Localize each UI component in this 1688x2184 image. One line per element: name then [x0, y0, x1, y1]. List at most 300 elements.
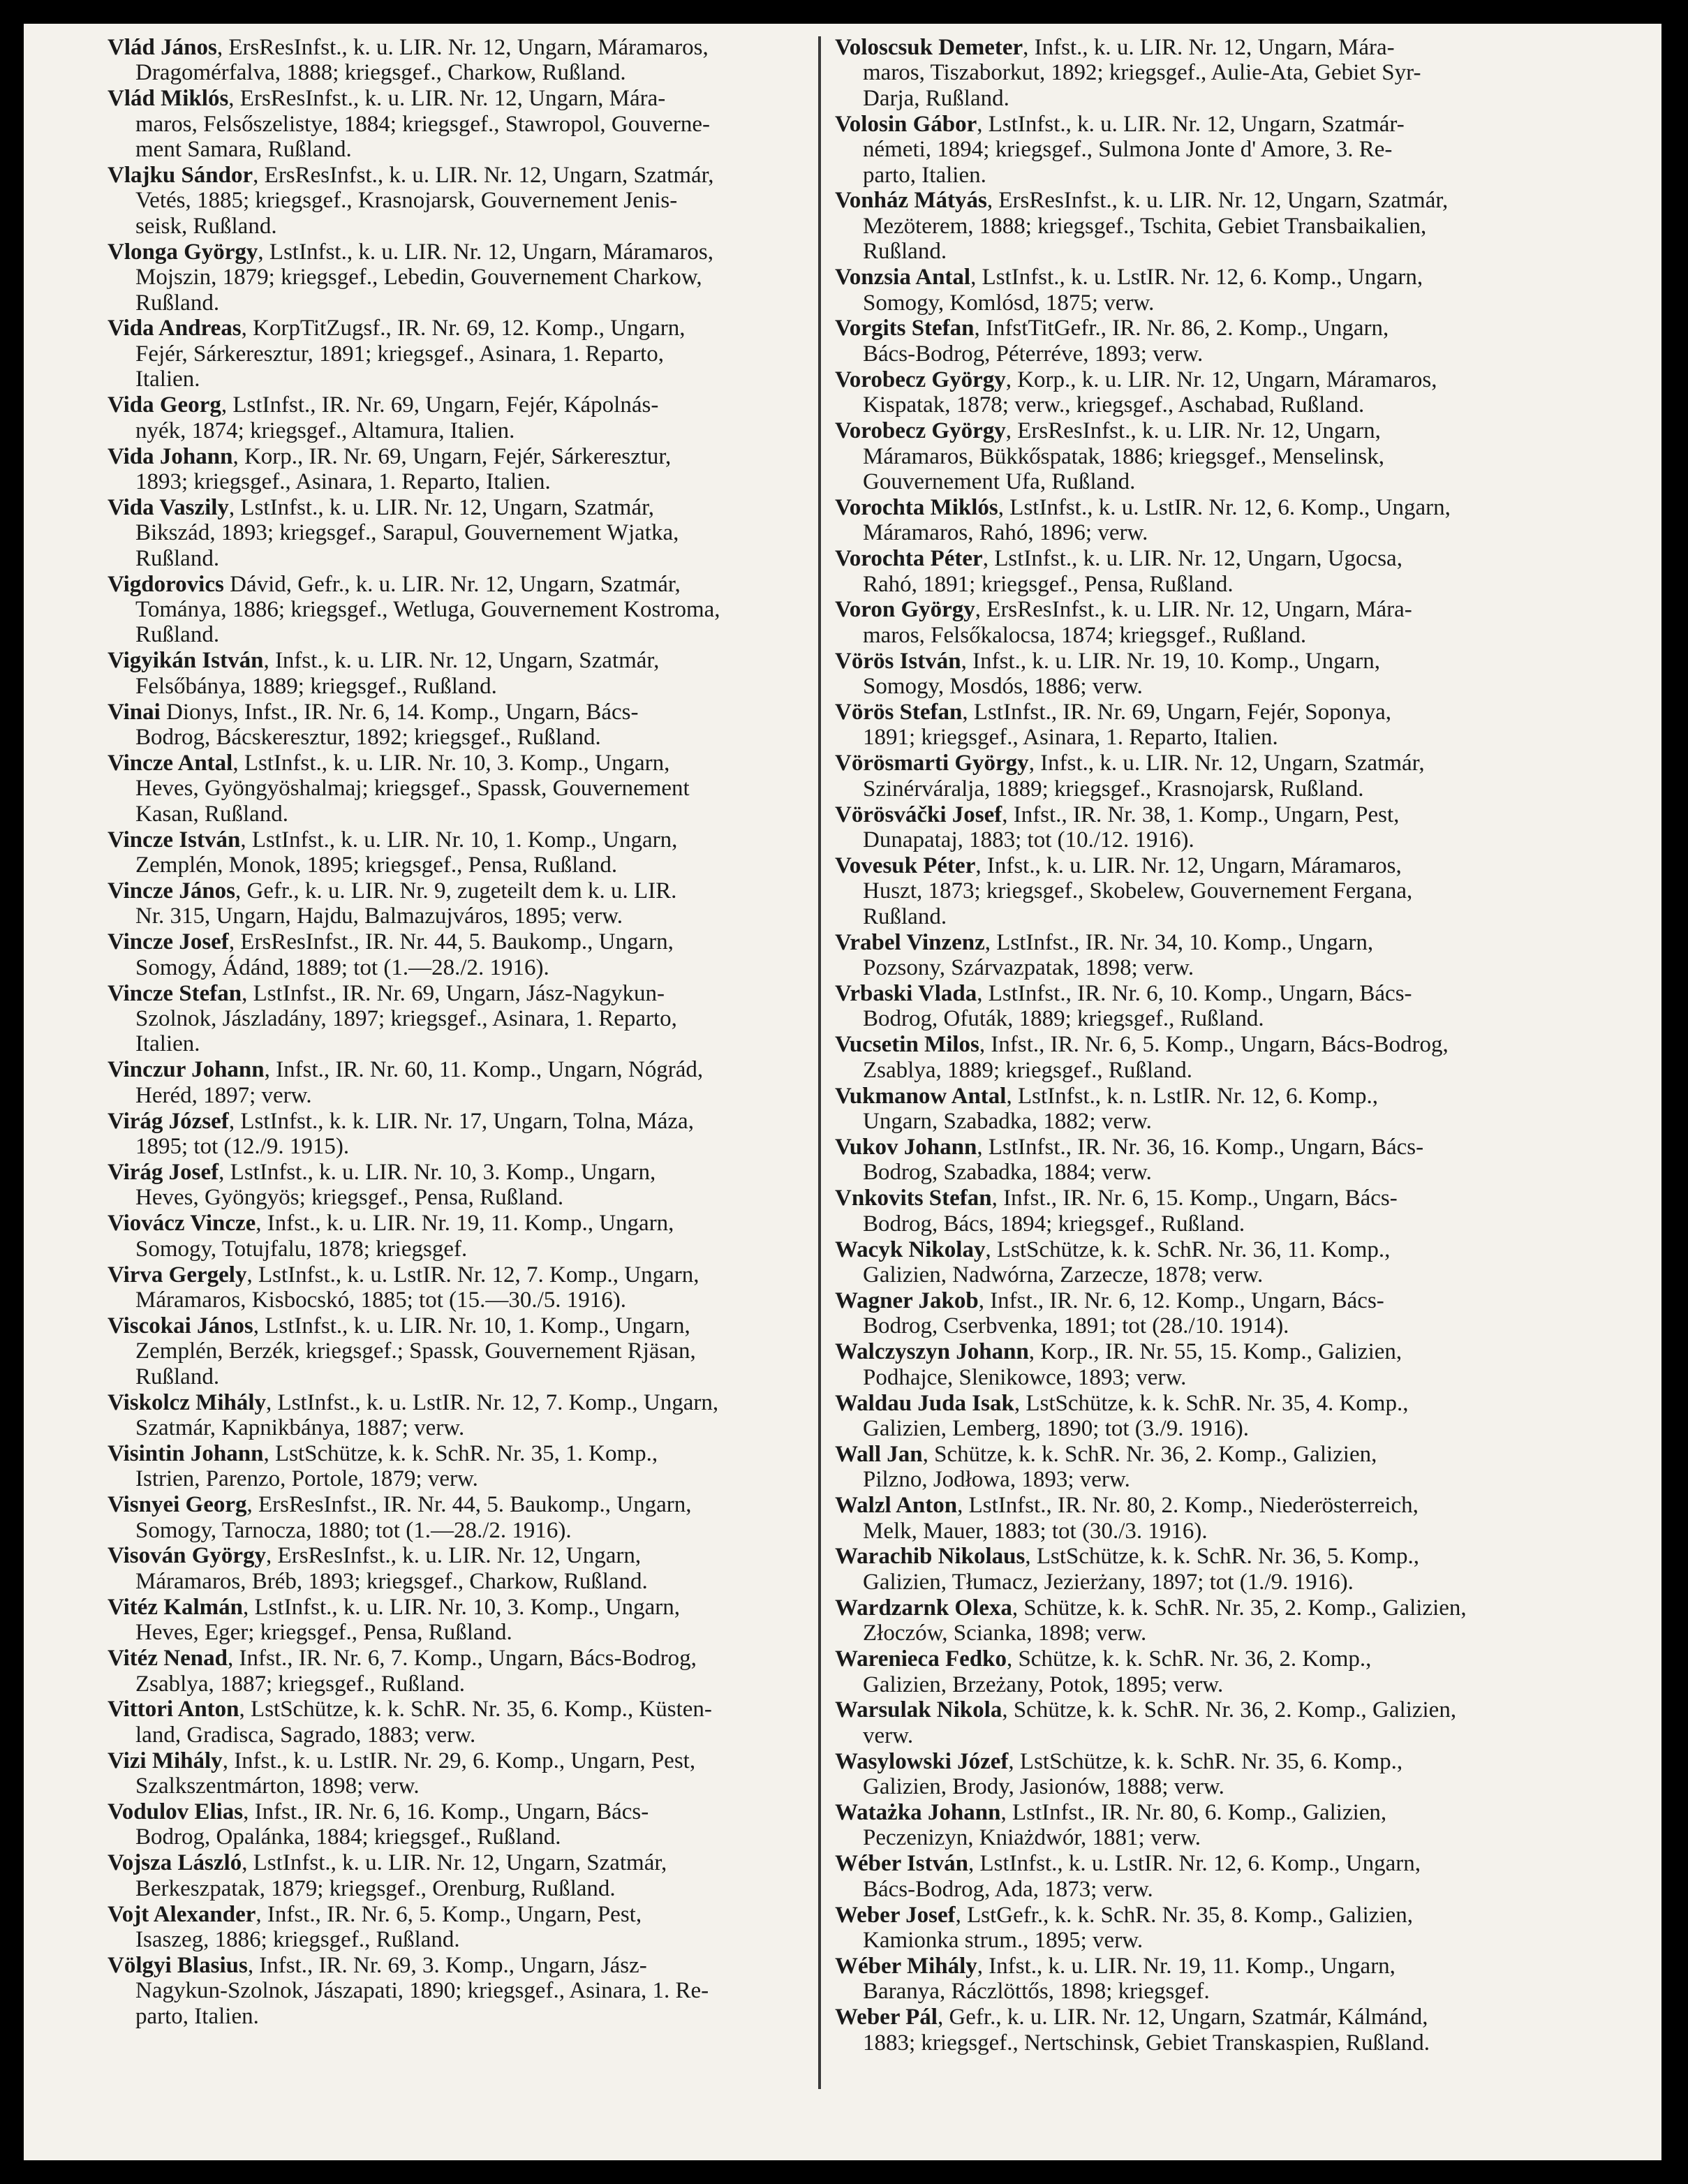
entry-continuation-line: Kispatak, 1878; verw., kriegsgef., Aschabad, Rußland.	[863, 392, 1365, 418]
register-entry	[108, 878, 806, 929]
entry-continuation-line: parto, Italien.	[135, 2003, 259, 2029]
entry-first-line: Voloscsuk Demeter, Infst., k. u. LIR. Nr. 12, Ungarn, Mára-	[835, 35, 1395, 60]
register-entry	[108, 827, 806, 878]
entry-first-line: Visnyei Georg, ErsResInfst., IR. Nr. 44, 5. Baukomp., Ungarn,	[108, 1492, 692, 1518]
entry-continuation-line: Bikszád, 1893; kriegsgef., Sarapul, Gouvernement Wjatka,	[135, 520, 679, 546]
entry-name: Vojt Alexander	[108, 1901, 256, 1927]
entry-continuation-line: Rußland.	[863, 239, 947, 265]
register-entry	[108, 316, 806, 392]
entry-first-line: Weber Josef, LstGefr., k. k. SchR. Nr. 35, 8. Komp., Galizien,	[835, 1902, 1413, 1928]
entry-name: Volosin Gábor	[835, 111, 977, 137]
entry-name: Wardzarnk Olexa	[835, 1595, 1012, 1621]
entry-first-line: Vrbaski Vlada, LstInfst., IR. Nr. 6, 10. Komp., Ungarn, Bács-	[835, 981, 1412, 1007]
entry-name: Vovesuk Péter	[835, 853, 976, 878]
entry-continuation-line: Rußland.	[863, 903, 947, 929]
register-entry	[835, 1135, 1533, 1186]
entry-first-line: Virág Josef, LstInfst., k. u. LIR. Nr. 10, 3. Komp., Ungarn,	[108, 1159, 656, 1185]
entry-name: Vorgits Stefan	[835, 316, 975, 341]
entry-continuation-line: Rußland.	[135, 1364, 220, 1389]
entry-continuation-line: Somogy, Tarnocza, 1880; tot (1.—28./2. 1916).	[135, 1517, 572, 1543]
entry-continuation-line: Máramaros, Bréb, 1893; kriegsgef., Charkow, Rußland.	[135, 1568, 648, 1594]
entry-name: Vorochta Péter	[835, 546, 983, 572]
entry-continuation-line: Heves, Eger; kriegsgef., Pensa, Rußland.	[135, 1620, 512, 1646]
entry-continuation-line: Szinérváralja, 1889; kriegsgef., Krasnojarsk, Rußland.	[863, 776, 1364, 802]
register-entry	[835, 1749, 1533, 1800]
entry-first-line: Vojsza László, LstInfst., k. u. LIR. Nr. 12, Ungarn, Szatmár,	[108, 1850, 667, 1876]
entry-first-line: Vnkovits Stefan, Infst., IR. Nr. 6, 15. Komp., Ungarn, Bács-	[835, 1186, 1398, 1211]
entry-first-line: Vitéz Kalmán, LstInfst., k. u. LIR. Nr. 10, 3. Komp., Ungarn,	[108, 1594, 681, 1620]
entry-continuation-line: Zemplén, Berzék, kriegsgef.; Spassk, Gouvernement Rjäsan,	[135, 1338, 696, 1364]
register-entry	[835, 751, 1533, 802]
entry-name: Vlonga György	[108, 239, 258, 265]
register-entry	[835, 1084, 1533, 1135]
entry-first-line: Vigdorovics Dávid, Gefr., k. u. LIR. Nr. 12, Ungarn, Szatmár,	[108, 571, 681, 597]
entry-continuation-line: Kasan, Rußland.	[135, 801, 289, 827]
register-entry	[835, 1288, 1533, 1339]
entry-continuation-line: Kamionka strum., 1895; verw.	[863, 1928, 1143, 1954]
entry-name: Virág Josef	[108, 1159, 219, 1185]
entry-first-line: Vrabel Vinzenz, LstInfst., IR. Nr. 34, 10. Komp., Ungarn,	[835, 929, 1374, 955]
entry-name: Vucsetin Milos	[835, 1032, 979, 1058]
entry-continuation-line: Bodrog, Szabadka, 1884; verw.	[863, 1160, 1152, 1186]
register-entry	[835, 316, 1533, 367]
entry-continuation-line: Pozsony, Szárvazpatak, 1898; verw.	[863, 955, 1194, 981]
entry-first-line: Vukov Johann, LstInfst., IR. Nr. 36, 16. Komp., Ungarn, Bács-	[835, 1134, 1424, 1160]
entry-continuation-line: Bodrog, Bácskeresztur, 1892; kriegsgef., Rußland.	[135, 724, 601, 750]
register-entry	[108, 1390, 806, 1441]
register-entry	[835, 1851, 1533, 1902]
entry-name: Vigdorovics	[108, 571, 224, 597]
register-entry	[835, 1903, 1533, 1954]
entry-continuation-line: Tománya, 1886; kriegsgef., Wetluga, Gouvernement Kostroma,	[135, 596, 720, 622]
entry-name: Vukov Johann	[835, 1134, 977, 1160]
register-entry	[835, 1595, 1533, 1646]
entry-first-line: Voron György, ErsResInfst., k. u. LIR. Nr. 12, Ungarn, Mára-	[835, 597, 1412, 623]
entry-first-line: Waldau Juda Isak, LstSchütze, k. k. SchR. Nr. 35, 4. Komp.,	[835, 1390, 1409, 1416]
entry-first-line: Vörös Stefan, LstInfst., IR. Nr. 69, Ungarn, Fejér, Soponya,	[835, 700, 1392, 725]
register-entry	[835, 649, 1533, 700]
register-entry	[108, 239, 806, 316]
entry-continuation-line: Somogy, Komlósd, 1875; verw.	[863, 290, 1155, 316]
entry-first-line: Walczyszyn Johann, Korp., IR. Nr. 55, 15. Komp., Galizien,	[835, 1339, 1402, 1365]
entry-name: Visován György	[108, 1543, 267, 1569]
entry-continuation-line: Zsablya, 1887; kriegsgef., Rußland.	[135, 1671, 465, 1697]
entry-continuation-line: Baranya, Ráczlöttős, 1898; kriegsgef.	[863, 1979, 1210, 2005]
register-entry	[835, 112, 1533, 188]
register-entry	[835, 1646, 1533, 1697]
register-entry	[108, 1850, 806, 1901]
entry-first-line: Vincze Antal, LstInfst., k. u. LIR. Nr. 10, 3. Komp., Ungarn,	[108, 750, 670, 776]
right-column	[835, 35, 1533, 2056]
entry-continuation-line: Heves, Gyöngyöshalmaj; kriegsgef., Spassk, Gouvernement	[135, 776, 690, 802]
entry-first-line: Vida Johann, Korp., IR. Nr. 69, Ungarn, Fejér, Sárkeresztur,	[108, 443, 672, 469]
entry-first-line: Wardzarnk Olexa, Schütze, k. k. SchR. Nr. 35, 2. Komp., Galizien,	[835, 1595, 1467, 1621]
entry-name: Vittori Anton	[108, 1697, 239, 1722]
register-entry	[108, 495, 806, 571]
register-entry	[108, 1595, 806, 1646]
entry-continuation-line: Bács-Bodrog, Ada, 1873; verw.	[863, 1876, 1153, 1902]
entry-continuation-line: németi, 1894; kriegsgef., Sulmona Jonte d' Amore, 3. Re-	[863, 137, 1393, 163]
entry-name: Völgyi Blasius	[108, 1952, 248, 1978]
register-entry	[108, 1646, 806, 1697]
entry-name: Vonház Mátyás	[835, 188, 987, 214]
register-entry	[108, 981, 806, 1057]
entry-first-line: Wagner Jakob, Infst., IR. Nr. 6, 12. Komp., Ungarn, Bács-	[835, 1287, 1384, 1313]
register-entry	[835, 1339, 1533, 1390]
entry-continuation-line: Galizien, Nadwórna, Zarzecze, 1878; verw.	[863, 1262, 1264, 1287]
entry-continuation-line: 1891; kriegsgef., Asinara, 1. Reparto, Italien.	[863, 725, 1278, 751]
entry-continuation-line: Vetés, 1885; kriegsgef., Krasnojarsk, Gouvernement Jenis-	[135, 188, 678, 214]
entry-continuation-line: Istrien, Parenzo, Portole, 1879; verw.	[135, 1466, 478, 1492]
entry-continuation-line: seisk, Rußland.	[135, 213, 277, 239]
entry-first-line: Vörösmarti György, Infst., k. u. LIR. Nr. 12, Ungarn, Szatmár,	[835, 751, 1425, 776]
register-entry	[835, 367, 1533, 418]
entry-name: Weber Pál	[835, 2005, 938, 2030]
register-entry	[835, 35, 1533, 111]
entry-continuation-line: 1893; kriegsgef., Asinara, 1. Reparto, Italien.	[135, 468, 551, 494]
entry-continuation-line: land, Gradisca, Sagrado, 1883; verw.	[135, 1722, 476, 1748]
register-entry	[108, 86, 806, 162]
entry-name: Vlád Miklós	[108, 86, 229, 112]
entry-first-line: Warsulak Nikola, Schütze, k. k. SchR. Nr. 36, 2. Komp., Galizien,	[835, 1697, 1457, 1723]
entry-name: Vorobecz György	[835, 367, 1006, 392]
register-entry	[108, 444, 806, 495]
entry-continuation-line: Darja, Rußland.	[863, 85, 1009, 111]
entry-first-line: Vida Andreas, KorpTitZugsf., IR. Nr. 69, 12. Komp., Ungarn,	[108, 316, 686, 341]
entry-name: Vida Vaszily	[108, 494, 229, 520]
register-entry	[108, 1109, 806, 1160]
entry-continuation-line: Dragomérfalva, 1888; kriegsgef., Charkow, Rußland.	[135, 60, 626, 86]
register-entry	[108, 35, 806, 86]
entry-name: Vinai	[108, 699, 161, 725]
entry-name: Visnyei Georg	[108, 1492, 247, 1518]
entry-continuation-line: Ungarn, Szabadka, 1882; verw.	[863, 1109, 1152, 1135]
entry-name: Viovácz Vincze	[108, 1211, 256, 1237]
entry-continuation-line: Fejér, Sárkeresztur, 1891; kriegsgef., Asinara, 1. Reparto,	[135, 341, 665, 367]
entry-first-line: Vigyikán István, Infst., k. u. LIR. Nr. 12, Ungarn, Szatmár,	[108, 648, 660, 674]
entry-first-line: Viscokai János, LstInfst., k. u. LIR. Nr. 10, 1. Komp., Ungarn,	[108, 1313, 690, 1338]
entry-continuation-line: Zemplén, Monok, 1895; kriegsgef., Pensa, Rußland.	[135, 853, 618, 878]
entry-continuation-line: Somogy, Ádánd, 1889; tot (1.—28./2. 1916).	[135, 954, 549, 980]
entry-name: Warsulak Nikola	[835, 1697, 1002, 1723]
entry-continuation-line: Bodrog, Bács, 1894; kriegsgef., Rußland.	[863, 1211, 1245, 1237]
entry-continuation-line: Galizien, Lemberg, 1890; tot (3./9. 1916).	[863, 1415, 1249, 1441]
entry-first-line: Wacyk Nikolay, LstSchütze, k. k. SchR. Nr. 36, 11. Komp.,	[835, 1237, 1391, 1262]
entry-continuation-line: Zsablya, 1889; kriegsgef., Rußland.	[863, 1057, 1192, 1083]
entry-continuation-line: Pilzno, Jodłowa, 1893; verw.	[863, 1467, 1130, 1493]
entry-continuation-line: Huszt, 1873; kriegsgef., Skobelew, Gouvernement Fergana,	[863, 878, 1413, 904]
register-entry	[835, 546, 1533, 597]
entry-name: Walzl Anton	[835, 1493, 958, 1519]
entry-first-line: Vukmanow Antal, LstInfst., k. n. LstIR. Nr. 12, 6. Komp.,	[835, 1083, 1379, 1109]
entry-name: Warachib Nikolaus	[835, 1544, 1026, 1570]
entry-name: Vincze Josef	[108, 929, 229, 955]
document-page	[24, 24, 1661, 2160]
entry-first-line: Vida Georg, LstInfst., IR. Nr. 69, Ungarn, Fejér, Kápolnás-	[108, 392, 659, 418]
register-entry	[835, 1237, 1533, 1288]
entry-name: Vörös István	[835, 648, 961, 674]
entry-continuation-line: Bodrog, Opalánka, 1884; kriegsgef., Rußland.	[135, 1824, 561, 1850]
register-entry	[835, 1800, 1533, 1851]
entry-continuation-line: Bodrog, Ofuták, 1889; kriegsgef., Rußland.	[863, 1006, 1264, 1032]
entry-continuation-line: ment Samara, Rußland.	[135, 137, 352, 163]
entry-first-line: Vorobecz György, Korp., k. u. LIR. Nr. 12, Ungarn, Máramaros,	[835, 367, 1437, 392]
register-entry	[835, 597, 1533, 648]
entry-continuation-line: Podhajce, Slenikowce, 1893; verw.	[863, 1364, 1187, 1390]
entry-continuation-line: Isaszeg, 1886; kriegsgef., Rußland.	[135, 1927, 460, 1953]
register-entry	[108, 572, 806, 648]
register-entry	[108, 1953, 806, 2029]
entry-name: Vorochta Miklós	[835, 494, 998, 520]
left-column	[108, 35, 806, 2030]
entry-continuation-line: maros, Tiszaborkut, 1892; kriegsgef., Aulie-Ata, Gebiet Syr-	[863, 60, 1421, 86]
entry-name: Waldau Juda Isak	[835, 1390, 1014, 1416]
entry-continuation-line: Szalkszentmárton, 1898; verw.	[135, 1773, 420, 1799]
register-entry	[835, 1391, 1533, 1442]
entry-name: Wagner Jakob	[835, 1287, 979, 1313]
entry-first-line: Vincze Josef, ErsResInfst., IR. Nr. 44, 5. Baukomp., Ungarn,	[108, 929, 674, 955]
entry-first-line: Wall Jan, Schütze, k. k. SchR. Nr. 36, 2. Komp., Galizien,	[835, 1441, 1377, 1467]
entry-name: Vonzsia Antal	[835, 265, 971, 290]
entry-continuation-line: Somogy, Mosdós, 1886; verw.	[863, 674, 1143, 700]
entry-first-line: Warachib Nikolaus, LstSchütze, k. k. SchR. Nr. 36, 5. Komp.,	[835, 1544, 1419, 1570]
entry-name: Wall Jan	[835, 1441, 923, 1467]
entry-name: Vida Georg	[108, 392, 221, 418]
entry-name: Vitéz Kalmán	[108, 1594, 243, 1620]
register-entry	[835, 495, 1533, 546]
entry-name: Vojsza László	[108, 1850, 242, 1876]
entry-continuation-line: Felsőbánya, 1889; kriegsgef., Rußland.	[135, 673, 497, 699]
entry-first-line: Vonház Mátyás, ErsResInfst., k. u. LIR. Nr. 12, Ungarn, Szatmár,	[835, 188, 1449, 214]
entry-name: Visintin Johann	[108, 1440, 264, 1466]
register-entry	[835, 1493, 1533, 1544]
entry-name: Wasylowski Józef	[835, 1748, 1009, 1774]
register-entry	[835, 2005, 1533, 2056]
entry-name: Voloscsuk Demeter	[835, 35, 1023, 60]
entry-name: Vlád János	[108, 35, 217, 60]
entry-first-line: Viskolcz Mihály, LstInfst., k. u. LstIR. Nr. 12, 7. Komp., Ungarn,	[108, 1389, 719, 1415]
entry-first-line: Vojt Alexander, Infst., IR. Nr. 6, 5. Komp., Ungarn, Pest,	[108, 1901, 642, 1927]
entry-first-line: Vittori Anton, LstSchütze, k. k. SchR. Nr. 35, 6. Komp., Küsten-	[108, 1697, 712, 1722]
entry-name: Vukmanow Antal	[835, 1083, 1007, 1109]
register-entry	[108, 392, 806, 443]
register-entry	[108, 1160, 806, 1211]
entry-name: Vincze János	[108, 878, 236, 903]
register-entry	[108, 1799, 806, 1850]
entry-name: Vigyikán István	[108, 648, 264, 674]
entry-first-line: Vlád János, ErsResInfst., k. u. LIR. Nr. 12, Ungarn, Máramaros,	[108, 35, 709, 60]
entry-first-line: Vucsetin Milos, Infst., IR. Nr. 6, 5. Komp., Ungarn, Bács-Bodrog,	[835, 1032, 1449, 1058]
entry-first-line: Watażka Johann, LstInfst., IR. Nr. 80, 6. Komp., Galizien,	[835, 1800, 1387, 1826]
register-entry	[108, 929, 806, 980]
entry-continuation-line: Rußland.	[135, 545, 220, 571]
register-entry	[835, 418, 1533, 494]
entry-name: Wéber Mihály	[835, 1953, 977, 1979]
entry-continuation-line: Italien.	[135, 367, 200, 392]
entry-name: Vodulov Elias	[108, 1799, 244, 1825]
entry-first-line: Vorochta Miklós, LstInfst., k. u. LstIR. Nr. 12, 6. Komp., Ungarn,	[835, 494, 1451, 520]
entry-first-line: Volosin Gábor, LstInfst., k. u. LIR. Nr. 12, Ungarn, Szatmár-	[835, 111, 1405, 137]
entry-continuation-line: maros, Felsőkalocsa, 1874; kriegsgef., Rußland.	[863, 622, 1307, 648]
entry-first-line: Virág József, LstInfst., k. k. LIR. Nr. 17, Ungarn, Tolna, Máza,	[108, 1108, 694, 1134]
entry-continuation-line: Gouvernement Ufa, Rußland.	[863, 468, 1136, 494]
entry-continuation-line: Máramaros, Rahó, 1896; verw.	[863, 520, 1148, 546]
register-entry	[108, 1748, 806, 1799]
entry-continuation-line: Rahó, 1891; kriegsgef., Pensa, Rußland.	[863, 571, 1234, 597]
entry-name: Viscokai János	[108, 1313, 253, 1338]
entry-name: Weber Josef	[835, 1902, 956, 1928]
entry-name: Voron György	[835, 597, 975, 623]
entry-first-line: Vincze Stefan, LstInfst., IR. Nr. 69, Ungarn, Jász-Nagykun-	[108, 980, 665, 1006]
register-entry	[835, 188, 1533, 264]
entry-name: Wacyk Nikolay	[835, 1237, 986, 1262]
register-entry	[835, 265, 1533, 316]
entry-first-line: Vörösváčki Josef, Infst., IR. Nr. 38, 1. Komp., Ungarn, Pest,	[835, 802, 1400, 827]
entry-name: Vincze Stefan	[108, 980, 242, 1006]
register-entry	[108, 751, 806, 827]
register-entry	[108, 1313, 806, 1389]
entry-first-line: Vlád Miklós, ErsResInfst., k. u. LIR. Nr. 12, Ungarn, Mára-	[108, 86, 666, 112]
entry-first-line: Vizi Mihály, Infst., k. u. LstIR. Nr. 29, 6. Komp., Ungarn, Pest,	[108, 1748, 696, 1773]
entry-name: Vnkovits Stefan	[835, 1186, 992, 1211]
entry-first-line: Vincze János, Gefr., k. u. LIR. Nr. 9, zugeteilt dem k. u. LIR.	[108, 878, 677, 903]
register-entry	[108, 1441, 806, 1492]
entry-name: Vlajku Sándor	[108, 163, 253, 189]
entry-continuation-line: maros, Felsőszelistye, 1884; kriegsgef., Stawropol, Gouverne-	[135, 111, 711, 137]
entry-continuation-line: Máramaros, Bükkőspatak, 1886; kriegsgef., Menselinsk,	[863, 443, 1384, 469]
entry-continuation-line: Somogy, Totujfalu, 1878; kriegsgef.	[135, 1236, 468, 1262]
register-entry	[835, 1186, 1533, 1237]
entry-continuation-line: Máramaros, Kisbocskó, 1885; tot (15.—30./5. 1916).	[135, 1287, 627, 1313]
entry-name: Warenieca Fedko	[835, 1646, 1007, 1672]
entry-first-line: Vonzsia Antal, LstInfst., k. u. LstIR. Nr. 12, 6. Komp., Ungarn,	[835, 265, 1423, 290]
entry-continuation-line: Mojszin, 1879; kriegsgef., Lebedin, Gouvernement Charkow,	[135, 265, 702, 290]
entry-continuation-line: Italien.	[135, 1031, 200, 1057]
entry-first-line: Viovácz Vincze, Infst., k. u. LIR. Nr. 19, 11. Komp., Ungarn,	[108, 1211, 674, 1237]
entry-first-line: Weber Pál, Gefr., k. u. LIR. Nr. 12, Ungarn, Szatmár, Kálmánd,	[835, 2005, 1428, 2030]
entry-continuation-line: Heréd, 1897; verw.	[135, 1082, 312, 1108]
entry-continuation-line: verw.	[863, 1722, 914, 1748]
entry-first-line: Wasylowski Józef, LstSchütze, k. k. SchR. Nr. 35, 6. Komp.,	[835, 1748, 1403, 1774]
register-entry	[108, 700, 806, 751]
register-entry	[108, 1697, 806, 1748]
register-entry	[108, 1492, 806, 1543]
entry-first-line: Wéber Mihály, Infst., k. u. LIR. Nr. 19, 11. Komp., Ungarn,	[835, 1953, 1395, 1979]
entry-name: Walczyszyn Johann	[835, 1339, 1029, 1365]
entry-first-line: Vorochta Péter, LstInfst., k. u. LIR. Nr. 12, Ungarn, Ugocsa,	[835, 546, 1402, 572]
entry-first-line: Vörös István, Infst., k. u. LIR. Nr. 19, 10. Komp., Ungarn,	[835, 648, 1380, 674]
entry-continuation-line: 1895; tot (12./9. 1915).	[135, 1133, 350, 1159]
entry-first-line: Vinczur Johann, Infst., IR. Nr. 60, 11. Komp., Ungarn, Nógrád,	[108, 1057, 704, 1083]
entry-name: Vrabel Vinzenz	[835, 929, 985, 955]
entry-name: Vörösváčki Josef	[835, 802, 1002, 827]
register-entry	[835, 802, 1533, 853]
entry-name: Vida Andreas	[108, 316, 242, 341]
entry-name: Vincze István	[108, 827, 241, 853]
entry-first-line: Warenieca Fedko, Schütze, k. k. SchR. Nr. 36, 2. Komp.,	[835, 1646, 1372, 1672]
entry-first-line: Vorobecz György, ErsResInfst., k. u. LIR. Nr. 12, Ungarn,	[835, 418, 1381, 444]
entry-name: Vizi Mihály	[108, 1748, 223, 1773]
entry-first-line: Vinai Dionys, Infst., IR. Nr. 6, 14. Komp., Ungarn, Bács-	[108, 699, 639, 725]
register-entry	[835, 1697, 1533, 1748]
register-entry	[835, 1544, 1533, 1595]
entry-name: Vorobecz György	[835, 418, 1006, 444]
entry-first-line: Vida Vaszily, LstInfst., k. u. LIR. Nr. 12, Ungarn, Szatmár,	[108, 494, 655, 520]
entry-continuation-line: nyék, 1874; kriegsgef., Altamura, Italien.	[135, 418, 515, 443]
register-entry	[835, 981, 1533, 1032]
entry-name: Vinczur Johann	[108, 1057, 265, 1083]
entry-continuation-line: Galizien, Brody, Jasionów, 1888; verw.	[863, 1774, 1224, 1800]
entry-first-line: Vorgits Stefan, InfstTitGefr., IR. Nr. 86, 2. Komp., Ungarn,	[835, 316, 1389, 341]
register-entry	[835, 700, 1533, 751]
entry-name: Vincze Antal	[108, 750, 233, 776]
entry-continuation-line: Rußland.	[135, 622, 220, 648]
entry-continuation-line: Melk, Mauer, 1883; tot (30./3. 1916).	[863, 1518, 1208, 1544]
entry-name: Vida Johann	[108, 443, 233, 469]
entry-name: Wéber István	[835, 1851, 968, 1877]
entry-continuation-line: Berkeszpatak, 1879; kriegsgef., Orenburg, Rußland.	[135, 1875, 616, 1901]
entry-continuation-line: Nagykun-Szolnok, Jászapati, 1890; kriegsgef., Asinara, 1. Re-	[135, 1978, 709, 2004]
entry-name: Vörös Stefan	[835, 700, 963, 725]
entry-continuation-line: Galizien, Tłumacz, Jezierżany, 1897; tot (1./9. 1916).	[863, 1569, 1354, 1595]
entry-continuation-line: Heves, Gyöngyös; kriegsgef., Pensa, Rußland.	[135, 1185, 564, 1211]
entry-name: Virág József	[108, 1108, 229, 1134]
register-entry	[108, 648, 806, 699]
entry-continuation-line: Szatmár, Kapnikbánya, 1887; verw.	[135, 1415, 465, 1440]
entry-name: Vrbaski Vlada	[835, 981, 977, 1007]
entry-first-line: Vodulov Elias, Infst., IR. Nr. 6, 16. Komp., Ungarn, Bács-	[108, 1799, 649, 1825]
entry-name: Watażka Johann	[835, 1800, 1001, 1826]
entry-continuation-line: Mezöterem, 1888; kriegsgef., Tschita, Gebiet Transbaikalien,	[863, 213, 1427, 239]
entry-first-line: Wéber István, LstInfst., k. u. LstIR. Nr. 12, 6. Komp., Ungarn,	[835, 1851, 1421, 1877]
entry-first-line: Visintin Johann, LstSchütze, k. k. SchR. Nr. 35, 1. Komp.,	[108, 1440, 658, 1466]
register-entry	[835, 1954, 1533, 2005]
register-entry	[108, 1211, 806, 1262]
entry-first-line: Walzl Anton, LstInfst., IR. Nr. 80, 2. Komp., Niederösterreich,	[835, 1493, 1419, 1519]
register-entry	[108, 1902, 806, 1953]
register-entry	[108, 1057, 806, 1108]
entry-first-line: Visován György, ErsResInfst., k. u. LIR. Nr. 12, Ungarn,	[108, 1543, 642, 1569]
entry-first-line: Vincze István, LstInfst., k. u. LIR. Nr. 10, 1. Komp., Ungarn,	[108, 827, 678, 853]
entry-first-line: Vovesuk Péter, Infst., k. u. LIR. Nr. 12, Ungarn, Máramaros,	[835, 853, 1402, 878]
register-entry	[835, 1442, 1533, 1493]
entry-continuation-line: Peczenizyn, Kniażdwór, 1881; verw.	[863, 1825, 1201, 1851]
register-entry	[835, 853, 1533, 929]
entry-name: Viskolcz Mihály	[108, 1389, 267, 1415]
entry-continuation-line: Szolnok, Jászladány, 1897; kriegsgef., Asinara, 1. Reparto,	[135, 1005, 677, 1031]
entry-first-line: Völgyi Blasius, Infst., IR. Nr. 69, 3. Komp., Ungarn, Jász-	[108, 1952, 647, 1978]
entry-continuation-line: Złoczów, Scianka, 1898; verw.	[863, 1621, 1147, 1646]
register-entry	[108, 163, 806, 239]
entry-first-line: Vlonga György, LstInfst., k. u. LIR. Nr. 12, Ungarn, Máramaros,	[108, 239, 713, 265]
entry-name: Vitéz Nenad	[108, 1646, 228, 1672]
register-entry	[835, 1032, 1533, 1083]
entry-first-line: Vitéz Nenad, Infst., IR. Nr. 6, 7. Komp., Ungarn, Bács-Bodrog,	[108, 1646, 697, 1672]
entry-continuation-line: Dunapataj, 1883; tot (10./12. 1916).	[863, 827, 1194, 853]
entry-continuation-line: 1883; kriegsgef., Nertschinsk, Gebiet Transkaspien, Rußland.	[863, 2030, 1430, 2056]
entry-continuation-line: Galizien, Brzeżany, Potok, 1895; verw.	[863, 1672, 1224, 1697]
entry-first-line: Virva Gergely, LstInfst., k. u. LstIR. Nr. 12, 7. Komp., Ungarn,	[108, 1262, 699, 1287]
entry-continuation-line: parto, Italien.	[863, 162, 986, 188]
entry-name: Vörösmarti György	[835, 751, 1029, 776]
entry-name: Virva Gergely	[108, 1262, 247, 1287]
entry-continuation-line: Bács-Bodrog, Péterréve, 1893; verw.	[863, 341, 1204, 367]
entry-first-line: Vlajku Sándor, ErsResInfst., k. u. LIR. Nr. 12, Ungarn, Szatmár,	[108, 163, 714, 189]
register-entry	[108, 1262, 806, 1313]
entry-continuation-line: Rußland.	[135, 290, 220, 316]
entry-continuation-line: Nr. 315, Ungarn, Hajdu, Balmazujváros, 1895; verw.	[135, 903, 623, 929]
register-entry	[835, 930, 1533, 981]
